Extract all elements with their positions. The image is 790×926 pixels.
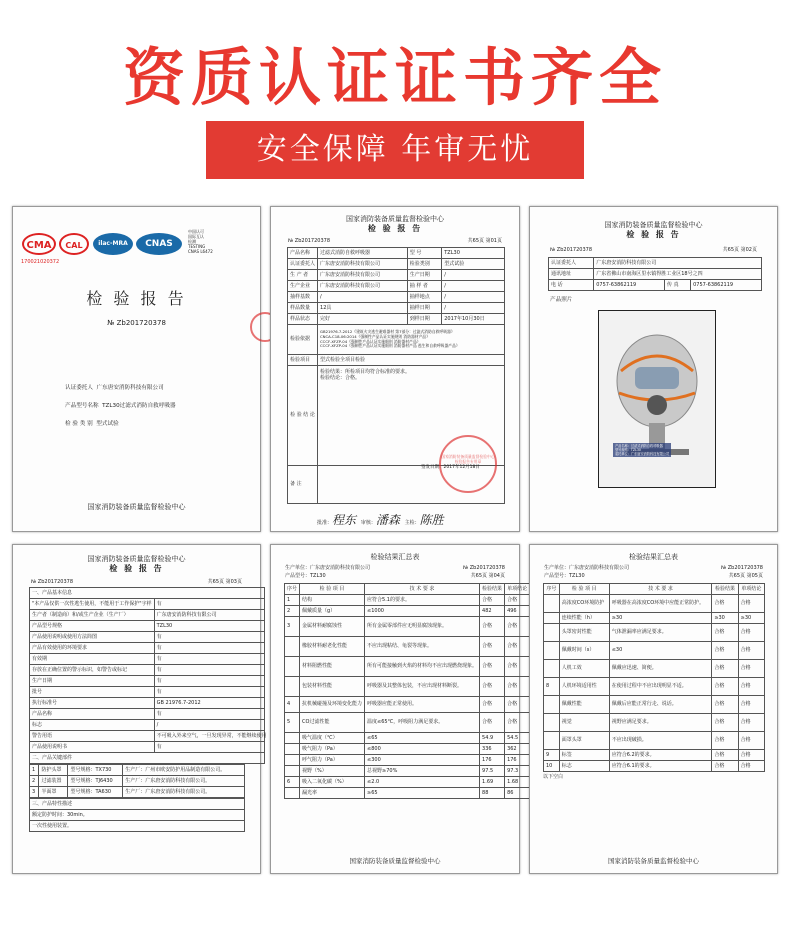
table-row: 6 吸入二氧化碳（%） ≤2.0 1.69 1.68 [285, 777, 530, 788]
table-row: 有效期 有 [30, 654, 265, 665]
table-row: 生 产 者 广东唐安消防科技有限公司 生产日期 / [288, 270, 505, 281]
table-row: 样品状态 完好 到样日期 2017年10月30日 [288, 314, 505, 325]
report-page-2 [529, 206, 778, 532]
summary2-page: 共65页 第05页 [728, 573, 763, 579]
table-row: 标志 / [30, 720, 265, 731]
hero-subtitle-banner: 安全保障 年审无忧 [206, 121, 584, 179]
reviewer-signature: 潘森 [375, 513, 400, 527]
summary1-page: 共65页 第04页 [470, 573, 505, 579]
table-row: 吸气阻力（Pa） ≤800 336 362 [285, 744, 530, 755]
table-row: 4 抗机械碰撞及环境变化能力 呼吸器应能正常使用。 合格 合格 [285, 697, 530, 713]
table-row: 产品有效使用的环境要求 有 [30, 643, 265, 654]
report1-signatures: 批准：程东 审核：潘森 主检：陈胜 [317, 513, 444, 527]
cover-certificate [12, 206, 261, 532]
table-row: 通讯地址 广东省佛山市南海区里水镇得胜工业区18号之四 [549, 269, 762, 280]
summary2-model: 产品型号：TZL30 [544, 573, 585, 579]
table-row: 检验依据 GB21976.7-2012《建筑火灾逃生避难器材 第7部分：过滤式消防自救呼吸器》 CNCA-C18-06:2014《强制性产品认证实施规则 消防器材产品》 CCCF-XFZP-04《强制性产品认证实施细则 消防器材产品》 CCCF-XFZP-04《强制性产品认证实施细则 消防器材产品 逃生和自救呼吸器产品》 [288, 325, 505, 355]
table-header: 序号 检 验 项 目 技 术 要 求 检验结果 单项结论 [285, 584, 530, 595]
report-page-3 [12, 544, 267, 874]
report1-sign-date: 签发日期：2017年12月18日 [421, 465, 480, 470]
logo-caption: 中国认可 国际互认 检测 TESTING CNAS L6472 [188, 229, 213, 254]
table-row: 人机工效 佩戴应迅速、简便。 合格 合格 [544, 660, 765, 678]
table-row: 高浓度CO环境防护 呼吸器在高浓度CO环境中应能正常防护。 合格 合格 [544, 595, 765, 613]
table-row: 抽样基数 / 抽样地点 / [288, 292, 505, 303]
report1-org: 国家消防装备质量监督检验中心 [346, 215, 444, 223]
table-row: 批号 有 [30, 687, 265, 698]
table-row: 佩戴性能 佩戴后应能正常行走、说话。 合格 合格 [544, 696, 765, 714]
report1-page: 共65页 第01页 [467, 238, 502, 244]
table-row: 产品名称 有 [30, 709, 265, 720]
summary1-manufacturer: 生产单位：广东唐安消防科技有限公司 [285, 565, 371, 571]
table-row: 检 验 结 论 检验结果：所检项目均符合标准的要求。 检验结论：合格。 [288, 366, 505, 466]
table-row: 认证委托人 广东唐安消防科技有限公司 检验类别 型式试验 [288, 259, 505, 270]
cover-title: 检 验 报 告 [86, 289, 187, 308]
table-row: 备 注 [288, 466, 505, 504]
table-row: 3 半面罩 型号规格：TA630 生产厂：广东唐安消防科技有限公司。 [30, 787, 245, 798]
report3-page: 共65页 第03页 [207, 579, 242, 585]
cover-footer: 国家消防装备质量监督检验中心 [87, 503, 186, 511]
report3-parts-table [29, 764, 245, 798]
table-row: 面罩头罩 不应出现破损。 合格 合格 [544, 732, 765, 750]
table-row: 执行标准号 GB 21976.7-2012 [30, 698, 265, 709]
table-row: 额定防护时间：30min。 [30, 810, 245, 821]
summary1-title: 检验结果汇总表 [370, 553, 420, 561]
table-row: 1 结构 应符合5.1的要求。 合格 合格 [285, 595, 530, 606]
report1-title: 检 验 报 告 [367, 223, 423, 233]
report3-title: 检 验 报 告 [109, 563, 164, 573]
report2-info-table [548, 257, 762, 291]
cal-logo: CAL [59, 233, 89, 255]
table-row: 电 话 0757-63862119 传 真 0757-63862119 [549, 280, 762, 291]
table-row: 10 标志 应符合6.1的要求。 合格 合格 [544, 761, 765, 772]
summary1-footer: 国家消防装备质量监督检验中心 [349, 857, 441, 865]
report-page-1 [270, 206, 520, 532]
table-row: 生产企业 广东唐安消防科技有限公司 抽 样 者 / [288, 281, 505, 292]
table-row: 5 CO过滤性能 温度≤65℃，呼吸阻力满足要求。 合格 合格 [285, 713, 530, 733]
table-row: 呼气阻力（Pa） ≤300 176 176 [285, 755, 530, 766]
table-row: 一、产品基本信息 [30, 588, 265, 599]
table-row: 视野（%） 总视野≥70% 97.5 97.3 [285, 766, 530, 777]
table-row: 包装材料性能 呼吸器及其整体包装，不应出现材料断裂。 合格 合格 [285, 677, 530, 697]
respirator-hood-image [599, 311, 715, 487]
report1-number: № Zb201720378 [288, 238, 331, 244]
table-row: 产品使用说明书 有 [30, 742, 265, 753]
table-row: 1 防护头罩 型号规格：TX730 生产厂：广州市欧安防护用品制造有限公司。 [30, 765, 245, 776]
table-row: 样品数量 12具 抽样日期 / [288, 303, 505, 314]
table-row: "本产品仅供一次性逃生使用，不能用于工作保护"字样 有 [30, 599, 265, 610]
ilac-mra-logo: ilac-MRA [93, 233, 133, 255]
table-row: 8 人机环境适用性 在使用过程中不应出现明显不适。 合格 合格 [544, 678, 765, 696]
table-row: 2 过滤装置 型号规格：TJ6430 生产厂：广东唐安消防科技有限公司。 [30, 776, 245, 787]
table-row: 头罩密封性能 气体泄漏率应满足要求。 合格 合格 [544, 624, 765, 642]
report2-number: № Zb201720378 [550, 247, 593, 253]
report3-org: 国家消防装备质量监督检验中心 [87, 555, 186, 563]
table-row: 2 佩戴质量（g） ≤1000 482 496 [285, 606, 530, 617]
table-row: 检验项目 型式检验全项目检验 [288, 355, 505, 366]
table-row: 产品名称 过滤式消防自救呼吸器 型 号 TZL30 [288, 248, 505, 259]
table-row: 警告用语 不可吸入外来空气，一旦发现异常，不能继续使用 [30, 731, 265, 742]
product-photo [598, 310, 716, 488]
report2-photo-label: 产品照片 [550, 297, 573, 303]
table-row: 橡胶材料耐老化性能 不应出现粘结、龟裂等现象。 合格 合格 [285, 637, 530, 657]
report1-seal: 国家消防装备质量监督检验中心 检验报告专用章 [439, 435, 497, 493]
cnas-logo: CNAS [136, 233, 182, 255]
cover-field-2: 产品型号名称 TZL30过滤式消防自救呼吸器 [65, 403, 176, 409]
summary2-footer: 国家消防装备质量监督检验中心 [608, 857, 699, 865]
table-row: 二、产品关键部件 [30, 753, 265, 764]
cma-logo: CMA [22, 233, 56, 255]
report3-desc-table [29, 798, 245, 832]
cover-field-3: 检 验 类 别 型式试验 [65, 421, 119, 427]
cover-field-1: 认证委托人 广东唐安消防科技有限公司 [65, 385, 164, 391]
report2-page: 共65页 第02页 [722, 247, 757, 253]
table-row: 3 金属材料耐腐蚀性 所有金属零部件应无明显腐蚀现象。 合格 合格 [285, 617, 530, 637]
table-row: 存放在正确位置的警示标识，如警告或标记 有 [30, 665, 265, 676]
report3-number: № Zb201720378 [31, 579, 74, 585]
table-header: 序号 检 验 项 目 技 术 要 求 检验结果 单项结论 [544, 584, 765, 595]
summary1-number: № Zb201720378 [462, 565, 505, 571]
table-row: 吸气温度（℃） ≤65 54.9 54.5 [285, 733, 530, 744]
summary1-table [284, 583, 530, 799]
summary2-title: 检验结果汇总表 [629, 553, 678, 561]
table-row: 漏光率 ≥65 88 86 [285, 788, 530, 799]
table-row: 连续性能（h） ≥30 ≥30 ≥30 [544, 613, 765, 624]
cover-report-number: № Zb201720378 [107, 319, 166, 327]
table-row: 材料阻燃性能 所有可能接触到火焰的材料均不应出现燃烧现象。 合格 合格 [285, 657, 530, 677]
table-row: 认证委托人 广东唐安消防科技有限公司 [549, 258, 762, 269]
approver-signature: 程东 [332, 513, 357, 527]
cma-number: 170021020372 [21, 259, 60, 265]
table-row: 一次性使用装置。 [30, 821, 245, 832]
summary2-table [543, 583, 765, 772]
table-row: 三、产品特性描述 [30, 799, 245, 810]
table-row: 视觉 视野应满足要求。 合格 合格 [544, 714, 765, 732]
report3-info-table [29, 587, 265, 764]
table-row: 产品型号规格 TZL30 [30, 621, 265, 632]
table-row: 生产日期 有 [30, 676, 265, 687]
summary1-model: 产品型号：TZL30 [285, 573, 326, 579]
report2-org: 国家消防装备质量监督检验中心 [604, 221, 703, 229]
report2-title: 检 验 报 告 [626, 229, 681, 239]
table-row: 产品使用说明或使用方法简图 有 [30, 632, 265, 643]
table-row: 9 标签 应符合6.2的要求。 合格 合格 [544, 750, 765, 761]
summary-page-5 [529, 544, 778, 874]
photo-caption: 产品名称：过滤式消防自救呼吸器 型号规格：TZL30 委托单位：广东唐安消防科技有限公司 [615, 444, 670, 457]
summary2-blank-note: 以下空白 [543, 774, 564, 780]
hero-title: 资质认证证书齐全 [122, 41, 667, 114]
table-row: 生产者（制造商）和/或生产企业（生产厂） 广东唐安消防科技有限公司 [30, 610, 265, 621]
tester-signature: 陈胜 [419, 513, 444, 527]
summary-page-4 [270, 544, 528, 874]
summary2-manufacturer: 生产单位：广东唐安消防科技有限公司 [544, 565, 630, 571]
table-row: 佩戴时间（s） ≤30 合格 合格 [544, 642, 765, 660]
summary2-number: № Zb201720378 [720, 565, 763, 571]
